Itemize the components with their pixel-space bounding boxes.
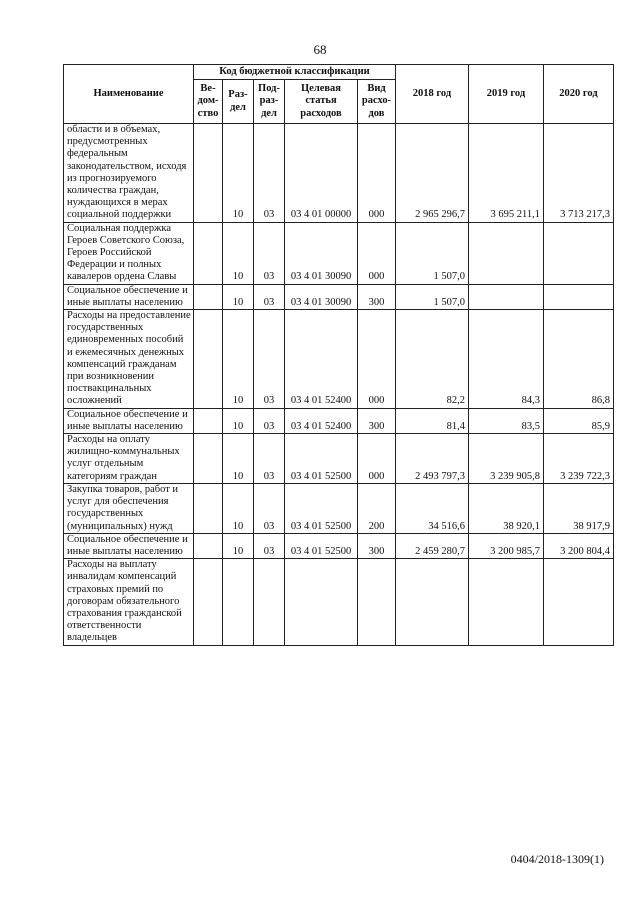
row-name: Социальное обеспечение и иные выплаты населению bbox=[64, 408, 194, 433]
row-2020 bbox=[544, 284, 614, 309]
row-target-article: 03 4 01 52500 bbox=[285, 483, 358, 533]
row-2020: 3 200 804,4 bbox=[544, 533, 614, 558]
row-name: Социальная поддержка Героев Советского Союза, Героев Российской Федерации и полных кавалеров ордена Славы bbox=[64, 222, 194, 284]
table-row bbox=[64, 310, 614, 409]
row-target-article: 03 4 01 00000 bbox=[285, 124, 358, 223]
row-name: Социальное обеспечение и иные выплаты населению bbox=[64, 284, 194, 309]
row-target-article: 03 4 01 30090 bbox=[285, 222, 358, 284]
row-2019 bbox=[469, 222, 544, 284]
row-name: Расходы на выплату инвалидам компенсаций страховых премий по договорам обязательного страхования гражданской ответственности владельцев bbox=[64, 559, 194, 645]
header-razdel: Раз- дел bbox=[223, 80, 254, 124]
row-2020 bbox=[544, 559, 614, 645]
row-podrazdel: 03 bbox=[254, 222, 285, 284]
row-podrazdel: 03 bbox=[254, 434, 285, 484]
row-2019: 84,3 bbox=[469, 310, 544, 409]
row-podrazdel: 03 bbox=[254, 310, 285, 409]
row-2020: 38 917,9 bbox=[544, 483, 614, 533]
table-row bbox=[64, 483, 614, 533]
row-name: Закупка товаров, работ и услуг для обеспечения государственных (муниципальных) нужд bbox=[64, 483, 194, 533]
row-2018: 34 516,6 bbox=[396, 483, 469, 533]
table-body bbox=[64, 124, 614, 646]
row-expense-type bbox=[358, 559, 396, 645]
row-2018: 1 507,0 bbox=[396, 222, 469, 284]
row-target-article: 03 4 01 52400 bbox=[285, 408, 358, 433]
row-target-article: 03 4 01 30090 bbox=[285, 284, 358, 309]
row-2018: 81,4 bbox=[396, 408, 469, 433]
row-2020: 3 713 217,3 bbox=[544, 124, 614, 223]
row-expense-type: 000 bbox=[358, 222, 396, 284]
row-razdel: 10 bbox=[223, 434, 254, 484]
row-2019 bbox=[469, 559, 544, 645]
row-vedomstvo bbox=[194, 434, 223, 484]
header-2020: 2020 год bbox=[544, 65, 614, 124]
row-podrazdel: 03 bbox=[254, 533, 285, 558]
row-expense-type: 300 bbox=[358, 533, 396, 558]
row-target-article: 03 4 01 52500 bbox=[285, 434, 358, 484]
row-2019 bbox=[469, 284, 544, 309]
row-vedomstvo bbox=[194, 284, 223, 309]
row-2019: 38 920,1 bbox=[469, 483, 544, 533]
row-expense-type: 300 bbox=[358, 408, 396, 433]
row-vedomstvo bbox=[194, 559, 223, 645]
header-budget-code-group: Код бюджетной классификации bbox=[194, 65, 396, 80]
row-razdel: 10 bbox=[223, 408, 254, 433]
row-expense-type: 200 bbox=[358, 483, 396, 533]
row-razdel bbox=[223, 559, 254, 645]
row-razdel: 10 bbox=[223, 124, 254, 223]
row-razdel: 10 bbox=[223, 222, 254, 284]
header-2018: 2018 год bbox=[396, 65, 469, 124]
row-vedomstvo bbox=[194, 124, 223, 223]
page-number: 68 bbox=[313, 42, 327, 57]
table-row bbox=[64, 124, 614, 223]
header-expense-type: Вид расхо- дов bbox=[358, 80, 396, 124]
row-2019: 3 695 211,1 bbox=[469, 124, 544, 223]
row-expense-type: 000 bbox=[358, 434, 396, 484]
row-2018: 2 459 280,7 bbox=[396, 533, 469, 558]
row-vedomstvo bbox=[194, 310, 223, 409]
row-2018: 1 507,0 bbox=[396, 284, 469, 309]
row-target-article bbox=[285, 559, 358, 645]
row-razdel: 10 bbox=[223, 284, 254, 309]
header-name: Наименование bbox=[64, 65, 194, 124]
row-expense-type: 300 bbox=[358, 284, 396, 309]
table-row bbox=[64, 559, 614, 645]
row-2020 bbox=[544, 222, 614, 284]
row-expense-type: 000 bbox=[358, 124, 396, 223]
budget-table bbox=[63, 64, 614, 646]
row-vedomstvo bbox=[194, 408, 223, 433]
header-target-article: Целевая статья расходов bbox=[285, 80, 358, 124]
row-2019: 3 200 985,7 bbox=[469, 533, 544, 558]
row-podrazdel: 03 bbox=[254, 284, 285, 309]
row-2018: 2 965 296,7 bbox=[396, 124, 469, 223]
row-2018: 2 493 797,3 bbox=[396, 434, 469, 484]
table-row bbox=[64, 284, 614, 309]
row-target-article: 03 4 01 52400 bbox=[285, 310, 358, 409]
row-podrazdel: 03 bbox=[254, 124, 285, 223]
row-podrazdel: 03 bbox=[254, 483, 285, 533]
row-2020: 85,9 bbox=[544, 408, 614, 433]
row-vedomstvo bbox=[194, 483, 223, 533]
document-code: 0404/2018-1309(1) bbox=[510, 852, 604, 866]
row-vedomstvo bbox=[194, 533, 223, 558]
row-2018: 82,2 bbox=[396, 310, 469, 409]
row-target-article: 03 4 01 52500 bbox=[285, 533, 358, 558]
row-name: Расходы на предоставление государственных единовременных пособий и ежемесячных денежных компенсаций гражданам при возникновении поствакцинальных осложнений bbox=[64, 310, 194, 409]
row-razdel: 10 bbox=[223, 533, 254, 558]
row-razdel: 10 bbox=[223, 483, 254, 533]
row-razdel: 10 bbox=[223, 310, 254, 409]
row-name: Расходы на оплату жилищно-коммунальных услуг отдельным категориям граждан bbox=[64, 434, 194, 484]
table-row bbox=[64, 408, 614, 433]
header-2019: 2019 год bbox=[469, 65, 544, 124]
header-vedomstvo: Ве- дом- ство bbox=[194, 80, 223, 124]
row-vedomstvo bbox=[194, 222, 223, 284]
row-2020: 3 239 722,3 bbox=[544, 434, 614, 484]
table-row bbox=[64, 434, 614, 484]
table-row bbox=[64, 222, 614, 284]
row-2019: 83,5 bbox=[469, 408, 544, 433]
row-podrazdel bbox=[254, 559, 285, 645]
row-2019: 3 239 905,8 bbox=[469, 434, 544, 484]
row-name: области и в объемах, предусмотренных федеральным законодательством, исходя из прогнозируемого количества граждан, нуждающихся в мерах социальной поддержки bbox=[64, 124, 194, 223]
row-expense-type: 000 bbox=[358, 310, 396, 409]
header-podrazdel: Под- раз- дел bbox=[254, 80, 285, 124]
row-name: Социальное обеспечение и иные выплаты населению bbox=[64, 533, 194, 558]
table-row bbox=[64, 533, 614, 558]
row-2018 bbox=[396, 559, 469, 645]
row-podrazdel: 03 bbox=[254, 408, 285, 433]
row-2020: 86,8 bbox=[544, 310, 614, 409]
